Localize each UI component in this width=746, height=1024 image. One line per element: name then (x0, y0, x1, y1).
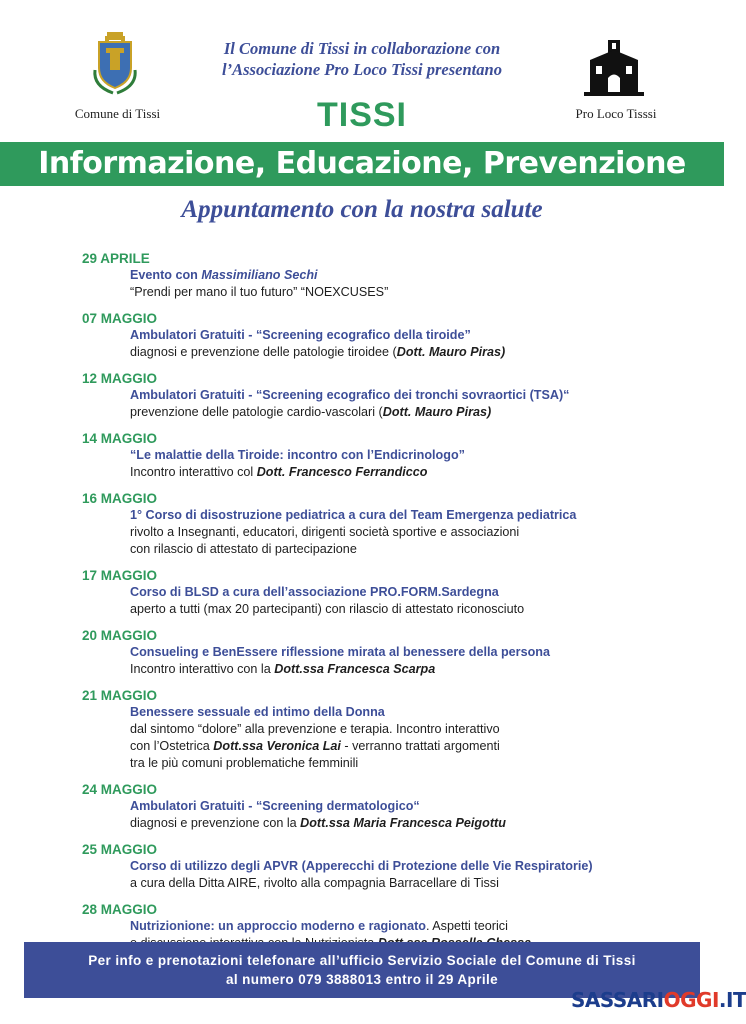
event-title-text: “Le malattie della Tiroide: incontro con l’Endicrinologo” (130, 448, 465, 462)
event-date: 21 MAGGIO (82, 688, 158, 703)
event-date: 12 MAGGIO (82, 371, 158, 386)
event-body (130, 704, 682, 772)
event-description-text: Incontro interattivo con la (130, 662, 275, 676)
event-title (130, 387, 682, 404)
intro-text (180, 38, 544, 80)
watermark-part-3: .IT (718, 988, 746, 1012)
pro-loco-label: Pro Loco Tisssi (575, 106, 657, 121)
event-body (130, 447, 682, 481)
event-title (130, 798, 682, 815)
event-title (130, 267, 682, 284)
watermark-logo (571, 988, 746, 1012)
event-speaker: Dott.ssa Francesca Scarpa (274, 662, 436, 676)
event-description (130, 721, 682, 772)
event-title (130, 644, 682, 661)
event-date: 28 MAGGIO (82, 902, 158, 917)
event-title-text: Consueling e BenEssere riflessione mirata al benessere della persona (130, 645, 550, 659)
watermark-part-2: OGGI (663, 988, 719, 1012)
event-item (82, 841, 682, 892)
event-date: 25 MAGGIO (82, 842, 158, 857)
event-item (82, 567, 682, 618)
event-speaker: Dott.ssa Veronica Lai (213, 739, 341, 753)
watermark-part-1: SASSARI (571, 988, 664, 1012)
event-body (130, 507, 682, 558)
event-description-text: rivolto a Insegnanti, educatori, dirigenti società sportive e associazioni con rilascio di attestato di partecipazione (130, 525, 520, 556)
event-item (82, 687, 682, 772)
event-title-text: Evento con (130, 268, 202, 282)
comune-label: Comune di Tissi (74, 106, 161, 121)
event-title-text: Corso di BLSD a cura dell’associazione PRO.FORM.Sardegna (130, 585, 499, 599)
event-description (130, 815, 682, 832)
event-description (130, 464, 682, 481)
event-title (130, 704, 682, 721)
event-title (130, 447, 682, 464)
event-item (82, 627, 682, 678)
event-speaker: Dott. Mauro Piras) (396, 345, 506, 359)
event-date: 16 MAGGIO (82, 491, 158, 506)
event-description (130, 344, 682, 361)
event-description-text: dal sintomo “dolore” alla prevenzione e terapia. Incontro interattivo con l’Ostetrica (130, 722, 500, 753)
event-body (130, 387, 682, 421)
event-item (82, 310, 682, 361)
event-description-text: diagnosi e prevenzione delle patologie tiroidee ( (130, 345, 397, 359)
event-date: 29 APRILE (82, 251, 150, 266)
intro-line-2: l’Associazione Pro Loco Tissi presentano (222, 60, 502, 79)
events-list (82, 250, 682, 961)
event-speaker: Dott. Mauro Piras) (382, 405, 492, 419)
event-item (82, 250, 682, 301)
event-item (82, 781, 682, 832)
event-body (130, 267, 682, 301)
event-title-text: Ambulatori Gratuiti - “Screening ecografico della tiroide” (130, 328, 471, 342)
event-description (130, 284, 682, 301)
event-description (130, 875, 682, 892)
event-description (130, 524, 682, 558)
footer-line-1: Per info e prenotazioni telefonare all’ufficio Servizio Sociale del Comune di Tissi (88, 953, 636, 968)
event-description (130, 661, 682, 678)
event-date: 20 MAGGIO (82, 628, 158, 643)
event-title (130, 584, 682, 601)
comune-crest-icon (91, 30, 139, 96)
event-body (130, 327, 682, 361)
subtitle: Appuntamento con la nostra salute (181, 196, 543, 223)
event-body (130, 584, 682, 618)
pro-loco-church-icon (584, 38, 644, 96)
event-title-continuation: . Aspetti teorici (425, 919, 508, 933)
event-description-text: “Prendi per mano il tuo futuro” “NOEXCUSES” (130, 285, 389, 299)
event-body (130, 858, 682, 892)
event-speaker: Dott.ssa Maria Francesca Peigottu (300, 816, 506, 830)
town-name: TISSI (316, 96, 408, 134)
event-body (130, 644, 682, 678)
event-title-text: Ambulatori Gratuiti - “Screening ecografico dei tronchi sovraortici (TSA)“ (130, 388, 570, 402)
event-description-text: diagnosi e prevenzione con la (130, 816, 301, 830)
event-date: 14 MAGGIO (82, 431, 158, 446)
event-item (82, 370, 682, 421)
event-date: 17 MAGGIO (82, 568, 158, 583)
event-date: 07 MAGGIO (82, 311, 158, 326)
event-title-text: Benessere sessuale ed intimo della Donna (130, 705, 385, 719)
footer-line-2: al numero 079 3888013 entro il 29 Aprile (225, 972, 499, 987)
event-title (130, 327, 682, 344)
event-title (130, 858, 682, 875)
event-title-text: 1° Corso di disostruzione pediatrica a cura del Team Emergenza pediatrica (130, 508, 577, 522)
event-title (130, 918, 682, 935)
event-title-emphasis: Massimiliano Sechi (201, 268, 318, 282)
event-title (130, 507, 682, 524)
event-date: 24 MAGGIO (82, 782, 158, 797)
event-description-text: Incontro interattivo col (130, 465, 257, 479)
event-speaker: Dott. Francesco Ferrandicco (256, 465, 428, 479)
event-description (130, 404, 682, 421)
event-body (130, 798, 682, 832)
title-banner: Informazione, Educazione, Prevenzione (0, 142, 724, 186)
event-item (82, 490, 682, 558)
event-title-text: Ambulatori Gratuiti - “Screening dermatologico“ (130, 799, 420, 813)
event-description-text: a cura della Ditta AIRE, rivolto alla compagnia Barracellare di Tissi (130, 876, 499, 890)
event-item (82, 430, 682, 481)
poster-header (0, 0, 724, 140)
event-title-text: Nutrizionione: un approccio moderno e ragionato (130, 919, 426, 933)
event-description-continuation: - verranno trattati argomenti tra le più comuni problematiche femminili (130, 739, 500, 770)
event-description-text: aperto a tutti (max 20 partecipanti) con rilascio di attestato riconosciuto (130, 602, 525, 616)
event-description-text: prevenzione delle patologie cardio-vascolari ( (130, 405, 383, 419)
event-title-text: Corso di utilizzo degli APVR (Apperecchi di Protezione delle Vie Respiratorie) (130, 859, 593, 873)
intro-line-1: Il Comune di Tissi in collaborazione con (223, 39, 501, 58)
event-description (130, 601, 682, 618)
